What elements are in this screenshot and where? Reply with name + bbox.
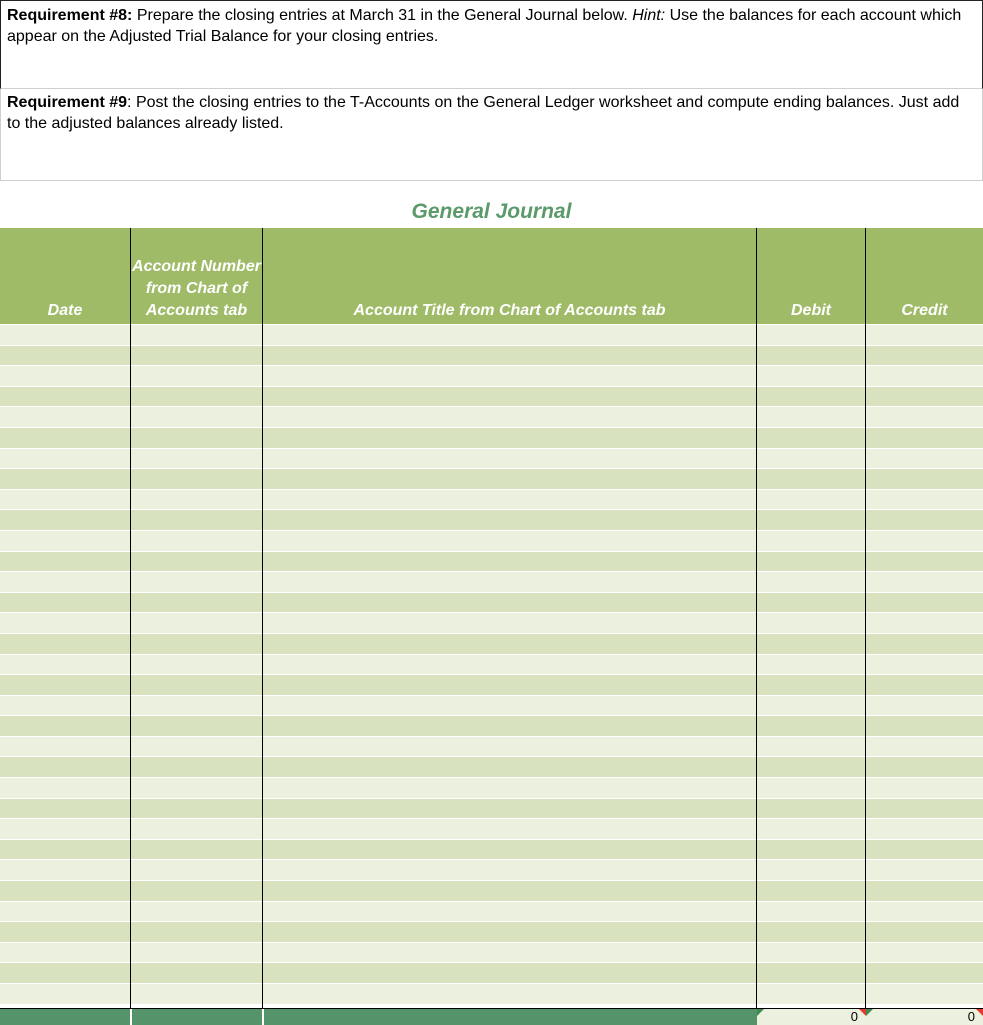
journal-entry-row[interactable]	[0, 365, 983, 386]
journal-entry-row[interactable]	[0, 551, 983, 572]
column-header-credit	[866, 228, 983, 324]
journal-entry-row[interactable]	[0, 674, 983, 695]
column-divider	[130, 324, 131, 1008]
journal-entry-row[interactable]	[0, 654, 983, 675]
debit-total: 0	[757, 1009, 866, 1025]
totals-separator	[130, 1009, 132, 1025]
totals-separator	[262, 1009, 264, 1025]
journal-entry-row[interactable]	[0, 901, 983, 922]
formula-indicator-icon	[757, 1009, 764, 1016]
requirement-9-text: : Post the closing entries to the T-Accounts on the General Ledger worksheet and compute ending balances. Just add to the adjusted balances already listed.	[7, 94, 960, 132]
journal-entry-row[interactable]	[0, 427, 983, 448]
journal-rows	[0, 324, 983, 1004]
formula-indicator-icon	[866, 1009, 873, 1016]
journal-entry-row[interactable]	[0, 983, 983, 1004]
journal-entry-row[interactable]	[0, 468, 983, 489]
column-divider	[262, 324, 263, 1008]
journal-entry-row[interactable]	[0, 489, 983, 510]
journal-entry-row[interactable]	[0, 612, 983, 633]
column-header-debit	[757, 228, 866, 324]
journal-entry-row[interactable]	[0, 798, 983, 819]
journal-entry-row[interactable]	[0, 715, 983, 736]
hint-label: Hint:	[632, 7, 666, 24]
column-header-account-title-label: Account Title from Chart of Accounts tab	[353, 302, 666, 319]
journal-entry-row[interactable]	[0, 324, 983, 345]
journal-entry-row[interactable]	[0, 448, 983, 469]
column-header-credit-label: Credit	[901, 302, 948, 319]
journal-entry-row[interactable]	[0, 406, 983, 427]
journal-entry-row[interactable]	[0, 839, 983, 860]
totals-row	[0, 1008, 983, 1025]
journal-entry-row[interactable]	[0, 880, 983, 901]
requirement-9	[0, 89, 983, 181]
journal-entry-row[interactable]	[0, 962, 983, 983]
column-header-date	[0, 228, 131, 324]
journal-entry-row[interactable]	[0, 859, 983, 880]
column-divider	[865, 324, 866, 1008]
journal-entry-row[interactable]	[0, 942, 983, 963]
requirement-8-text: Prepare the closing entries at March 31 in the General Journal below.	[132, 7, 633, 24]
requirement-8	[0, 0, 983, 89]
credit-total: 0	[866, 1009, 983, 1025]
column-header-account-number	[131, 228, 263, 324]
journal-entry-row[interactable]	[0, 695, 983, 716]
comment-indicator-icon	[976, 1009, 983, 1016]
column-header-account-number-label: Account Number from Chart of Accounts tab	[132, 258, 261, 319]
journal-entry-row[interactable]	[0, 633, 983, 654]
comment-indicator-icon	[859, 1009, 866, 1016]
journal-entry-row[interactable]	[0, 777, 983, 798]
journal-title: General Journal	[411, 200, 572, 223]
column-header-date-label: Date	[47, 302, 83, 319]
hint-text: Use the balances for each account which appear on the Adjusted Trial Balance for your closing entries.	[7, 7, 962, 45]
journal-entry-row[interactable]	[0, 736, 983, 757]
journal-entry-row[interactable]	[0, 818, 983, 839]
column-header-account-title	[263, 228, 757, 324]
journal-entry-row[interactable]	[0, 345, 983, 366]
journal-entry-row[interactable]	[0, 921, 983, 942]
requirement-9-label: Requirement #9	[7, 94, 128, 111]
journal-entry-row[interactable]	[0, 509, 983, 530]
journal-entry-row[interactable]	[0, 530, 983, 551]
journal-entry-row[interactable]	[0, 386, 983, 407]
journal-entry-row[interactable]	[0, 571, 983, 592]
journal-entry-row[interactable]	[0, 756, 983, 777]
requirement-8-label: Requirement #8:	[7, 7, 133, 24]
journal-entry-row[interactable]	[0, 592, 983, 613]
column-divider	[756, 324, 757, 1008]
column-header-debit-label: Debit	[791, 302, 831, 319]
